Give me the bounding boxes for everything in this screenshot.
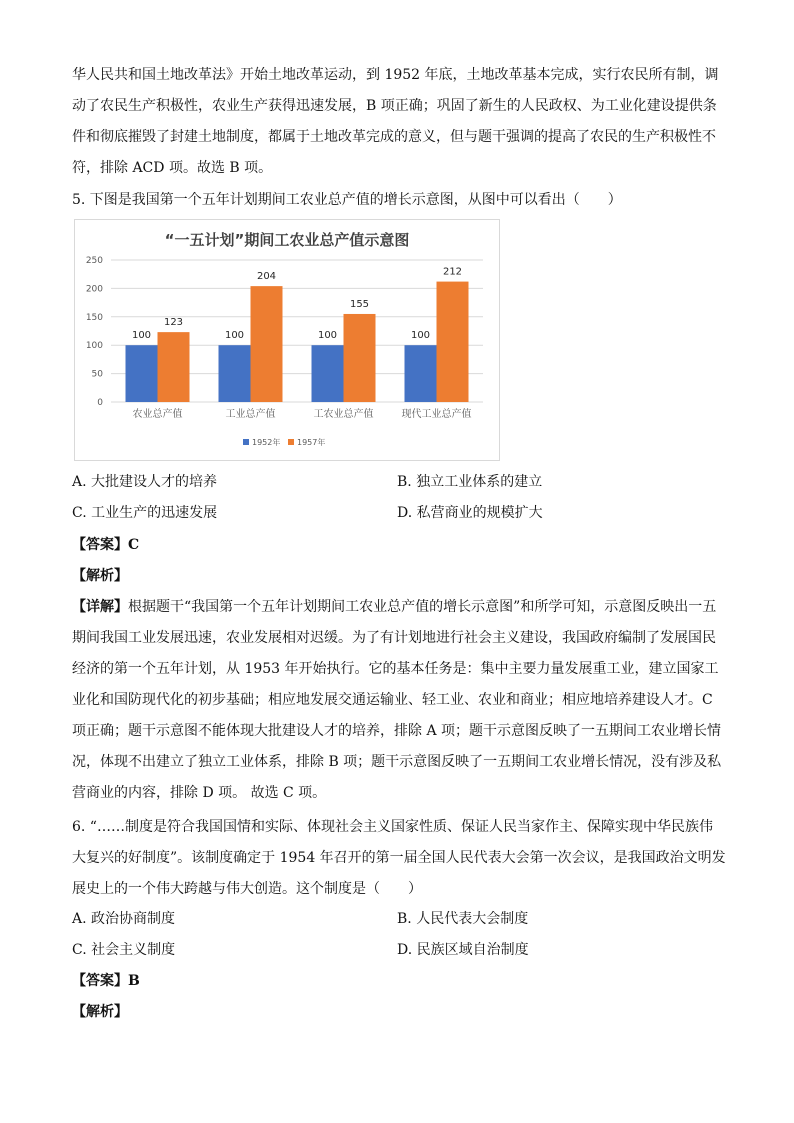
text-line: 期间我国工业发展迅速，农业发展相对迟缓。为了有计划地进行社会主义建设，我国政府编制了发展国民 [72, 630, 716, 646]
q5-option-d: D. 私营商业的规模扩大 [397, 505, 543, 521]
x-tick-label: 工农业总产值 [313, 409, 374, 420]
x-axis-ticks [133, 407, 472, 420]
x-tick-label: 农业总产值 [132, 409, 183, 420]
y-tick-label: 150 [85, 312, 103, 323]
q5-option-c: C. 工业生产的迅速发展 [72, 505, 218, 521]
y-tick-label: 100 [85, 341, 103, 352]
chart-title: “一五计划”期间工农业总产值示意图 [164, 231, 410, 249]
question-stem: 5. 下图是我国第一个五年计划期间工农业总产值的增长示意图，从图中可以看出（ ） [72, 192, 622, 208]
q5-detail [72, 592, 722, 809]
text-line: 营商业的内容，排除 D 项。 故选 C 项。 [72, 785, 327, 801]
detail-label: 【详解】 [72, 599, 128, 615]
q6-option-b: B. 人民代表大会制度 [397, 911, 529, 927]
bar [126, 345, 158, 402]
text-line: 件和彻底摧毁了封建土地制度，都属于土地改革完成的意义，但与题干强调的提高了农民的生产积极性不 [72, 129, 716, 145]
text-line [72, 592, 722, 623]
data-label: 100 [317, 330, 338, 342]
x-tick-label: 现代工业总产值 [401, 409, 472, 420]
data-label: 100 [224, 330, 245, 342]
bar-chart-svg [75, 220, 499, 460]
text-line: 况，体现不出建立了独立工业体系，排除 B 项；题干示意图反映了一五期间工农业增长情况，没有涉及私 [72, 754, 722, 770]
bar [219, 345, 251, 402]
q6-option-a: A. 政治协商制度 [72, 911, 176, 927]
text-line: 展史上的一个伟大跨越与伟大创造。这个制度是（ ） [72, 881, 422, 897]
legend-label: 1952年 [252, 438, 281, 447]
detail-text: 根据题干“我国第一个五年计划期间工农业总产值的增长示意图”和所学可知，示意图反映出一五 [128, 599, 717, 615]
data-labels [132, 267, 462, 342]
legend-swatch [288, 439, 294, 445]
text-line: 项正确；题干示意图不能体现大批建设人才的培养，排除 A 项；题干示意图反映了一五期间工农业增长情 [72, 723, 722, 739]
text-line: 经济的第一个五年计划，从 1953 年开始执行。它的基本任务是：集中主要力量发展重工业，建立国家工 [72, 661, 719, 677]
x-tick-label: 工业总产值 [225, 409, 276, 420]
text-line: 华人民共和国土地改革法》开始土地改革运动，到 1952 年底，土地改革基本完成，实行农民所有制，调 [72, 67, 719, 83]
q5-option-b: B. 独立工业体系的建立 [397, 474, 543, 490]
bar [405, 345, 437, 402]
bar [437, 282, 469, 402]
q5-analysis-label: 【解析】 [72, 568, 128, 584]
y-tick-label: 50 [91, 369, 103, 380]
text-line: 符，排除 ACD 项。故选 B 项。 [72, 160, 273, 176]
y-tick-label: 0 [97, 398, 103, 408]
chart-legend [243, 437, 325, 447]
q6-option-c: C. 社会主义制度 [72, 942, 176, 958]
data-label: 100 [131, 330, 152, 342]
data-label: 100 [410, 330, 431, 342]
bar [344, 314, 376, 402]
text-line: 业化和国防现代化的初步基础；相应地发展交通运输业、轻工业、农业和商业；相应地培养建设人才。C [72, 692, 713, 708]
q5-option-a: A. 大批建设人才的培养 [72, 474, 218, 490]
q4-explanation-tail [72, 60, 722, 184]
data-label: 212 [442, 266, 463, 278]
text-line: 大复兴的好制度”。该制度确定于 1954 年召开的第一届全国人民代表大会第一次会议，是我国政治文明发 [72, 850, 726, 866]
q6-option-d: D. 民族区域自治制度 [397, 942, 529, 958]
text-line: 动了农民生产积极性，农业生产获得迅速发展，B 项正确；巩固了新生的人民政权、为工业化建设提供条 [72, 98, 717, 114]
q5-answer: 【答案】C [72, 537, 140, 553]
chart-bars [126, 282, 469, 402]
q6-stem [72, 812, 726, 905]
q6-answer: 【答案】B [72, 973, 140, 989]
q5-stem [72, 185, 722, 216]
bar [312, 345, 344, 402]
data-label: 123 [163, 317, 184, 329]
y-axis-ticks [86, 256, 103, 408]
bar [251, 286, 283, 402]
y-tick-label: 200 [85, 284, 103, 295]
bar [158, 332, 190, 402]
text-line: 6. “……制度是符合我国国情和实际、体现社会主义国家性质、保证人民当家作主、保障实现中华民族伟 [72, 819, 713, 835]
data-label: 204 [256, 271, 277, 283]
bar-chart [74, 219, 500, 461]
y-tick-label: 250 [85, 256, 103, 266]
q6-analysis-label: 【解析】 [72, 1004, 128, 1020]
data-label: 155 [349, 298, 370, 310]
legend-swatch [243, 439, 249, 445]
legend-label: 1957年 [297, 438, 326, 447]
